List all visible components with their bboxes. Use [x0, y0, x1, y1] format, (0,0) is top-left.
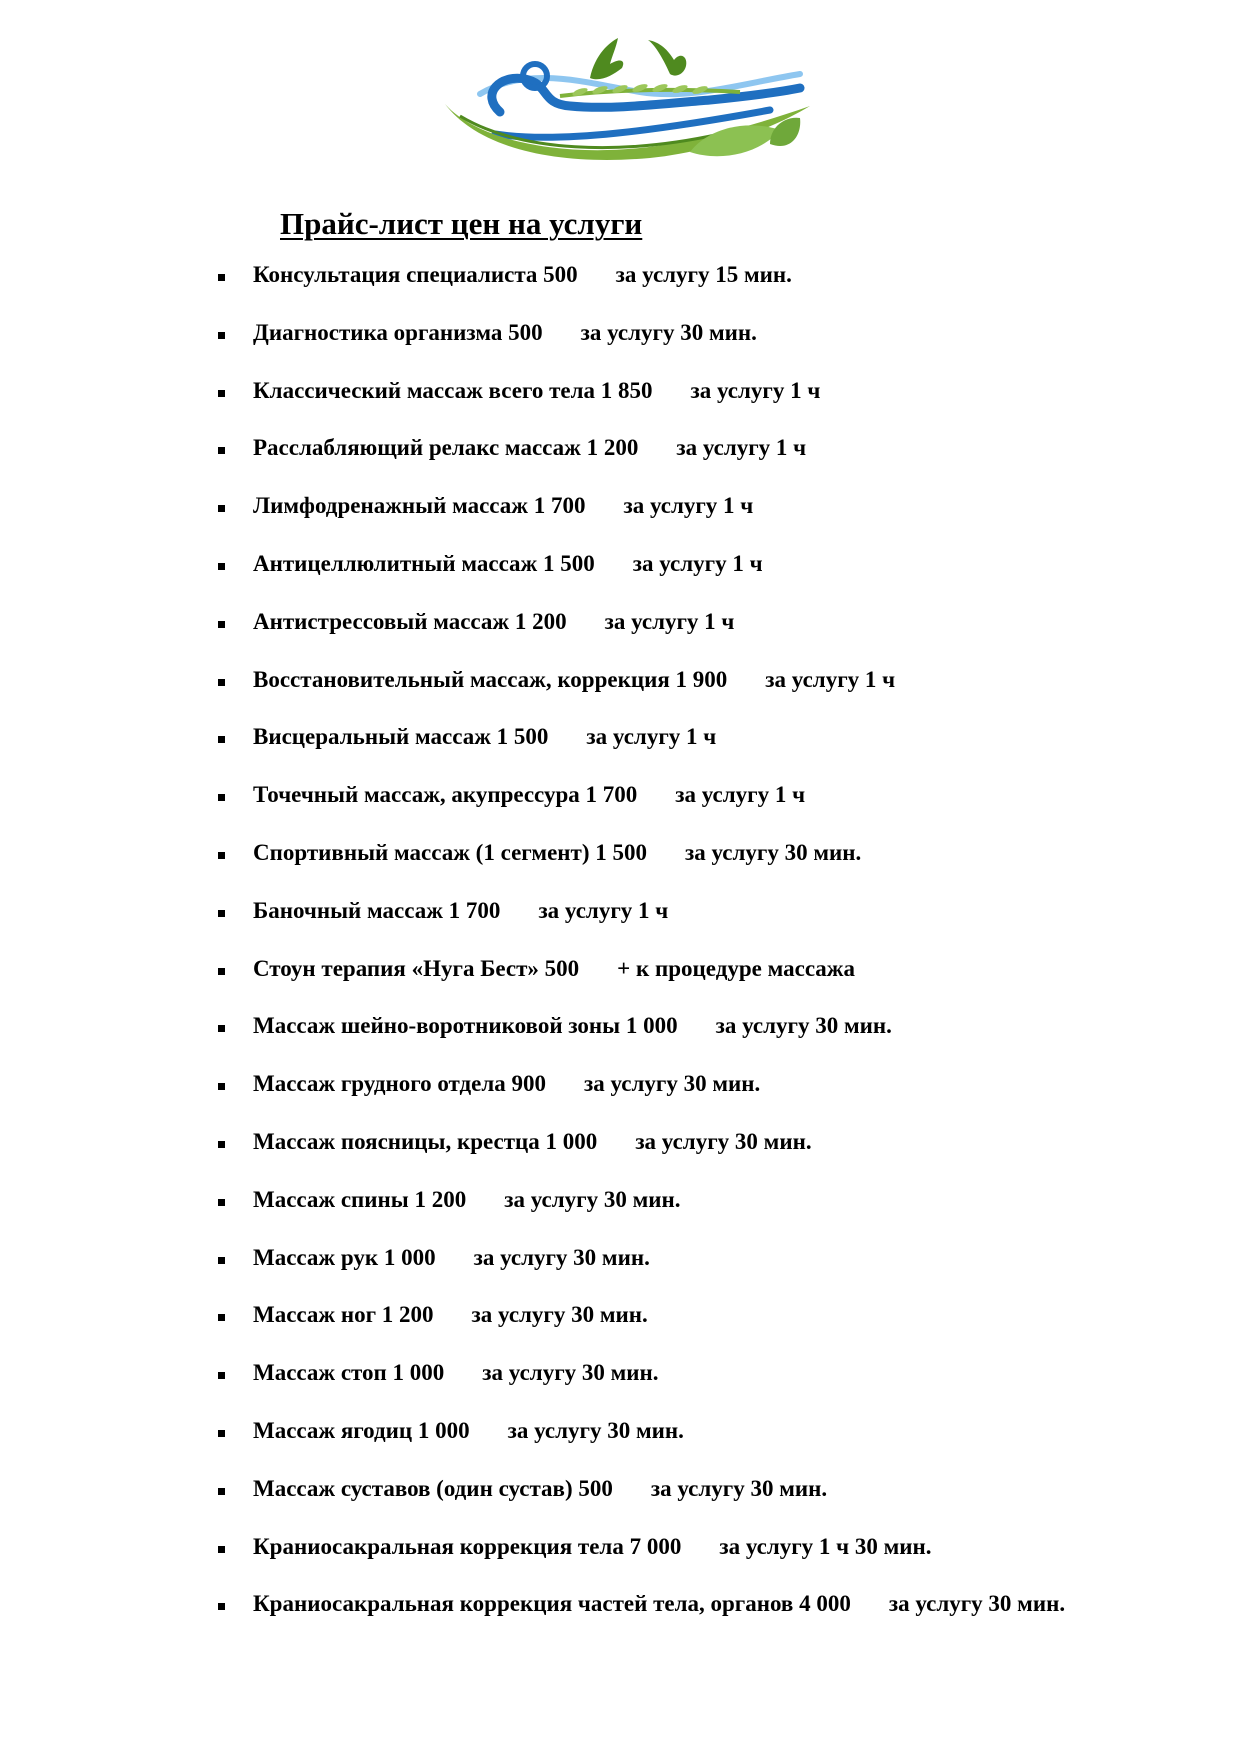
- service-unit: за услугу 30 мин.: [471, 1302, 648, 1328]
- list-item: [218, 782, 1065, 840]
- list-item: [218, 551, 1065, 609]
- service-unit: за услугу 30 мин.: [635, 1128, 812, 1154]
- service-name: Массаж грудного отдела 900: [253, 1071, 547, 1097]
- service-unit: за услугу 1 ч: [676, 435, 807, 461]
- bullet-icon: [218, 679, 225, 686]
- bullet-icon: [218, 852, 225, 859]
- service-name: Расслабляющий релакс массаж 1 200: [253, 435, 639, 461]
- bullet-icon: [218, 1603, 225, 1610]
- list-item: [218, 435, 1065, 493]
- service-unit: за услугу 1 ч: [538, 897, 669, 923]
- bullet-icon: [218, 1025, 225, 1032]
- service-name: Лимфодренажный массаж 1 700: [253, 493, 586, 519]
- page-title: Прайс-лист цен на услуги: [280, 206, 643, 241]
- service-name: Антицеллюлитный массаж 1 500: [253, 550, 595, 576]
- service-name: Массаж стоп 1 000: [253, 1360, 445, 1386]
- service-unit: за услугу 30 мин.: [473, 1244, 650, 1270]
- list-item: [218, 378, 1065, 436]
- service-unit: за услугу 1 ч: [604, 608, 735, 634]
- list-item: [218, 493, 1065, 551]
- service-name: Восстановительный массаж, коррекция 1 900: [253, 666, 728, 692]
- service-name: Стоун терапия «Нуга Бест» 500: [253, 955, 580, 981]
- bullet-icon: [218, 1141, 225, 1148]
- bullet-icon: [218, 794, 225, 801]
- bullet-icon: [218, 447, 225, 454]
- service-unit: за услугу 1 ч: [690, 377, 821, 403]
- spa-logo-icon: [440, 34, 820, 174]
- bullet-icon: [218, 736, 225, 743]
- list-item: [218, 1129, 1065, 1187]
- list-item: [218, 1591, 1065, 1649]
- service-unit: за услугу 30 мин.: [580, 319, 757, 345]
- list-item: [218, 667, 1065, 725]
- list-item: [218, 1418, 1065, 1476]
- service-name: Массаж поясницы, крестца 1 000: [253, 1128, 598, 1154]
- service-unit: за услугу 30 мин.: [715, 1013, 892, 1039]
- service-name: Спортивный массаж (1 сегмент) 1 500: [253, 839, 647, 865]
- service-name: Точечный массаж, акупрессура 1 700: [253, 782, 638, 808]
- service-name: Массаж рук 1 000: [253, 1244, 436, 1270]
- service-unit: за услугу 30 мин.: [504, 1186, 681, 1212]
- bullet-icon: [218, 1083, 225, 1090]
- bullet-icon: [218, 1199, 225, 1206]
- service-unit: + к процедуре массажа: [617, 955, 855, 981]
- list-item: [218, 1360, 1065, 1418]
- service-name: Диагностика организма 500: [253, 319, 543, 345]
- list-item: [218, 1476, 1065, 1534]
- service-unit: за услугу 30 мин.: [888, 1591, 1066, 1617]
- bullet-icon: [218, 332, 225, 339]
- service-unit: за услугу 1 ч: [586, 724, 717, 750]
- bullet-icon: [218, 1372, 225, 1379]
- list-item: [218, 898, 1065, 956]
- list-item: [218, 1302, 1065, 1360]
- service-name: Массаж суставов (один сустав) 500: [253, 1475, 613, 1501]
- list-item: [218, 1245, 1065, 1303]
- service-name: Массаж спины 1 200: [253, 1186, 467, 1212]
- service-unit: за услугу 1 ч: [675, 782, 806, 808]
- service-name: Классический массаж всего тела 1 850: [253, 377, 653, 403]
- service-name: Массаж шейно-воротниковой зоны 1 000: [253, 1013, 678, 1039]
- bullet-icon: [218, 563, 225, 570]
- service-unit: за услугу 1 ч: [765, 666, 896, 692]
- service-name: Массаж ягодиц 1 000: [253, 1417, 470, 1443]
- service-name: Краниосакральная коррекция частей тела, органов 4 000: [253, 1591, 851, 1617]
- list-item: [218, 956, 1065, 1014]
- bullet-icon: [218, 1488, 225, 1495]
- list-item: [218, 1013, 1065, 1071]
- service-unit: за услугу 30 мин.: [482, 1360, 659, 1386]
- service-name: Баночный массаж 1 700: [253, 897, 501, 923]
- service-unit: за услугу 30 мин.: [507, 1417, 684, 1443]
- service-name: Антистрессовый массаж 1 200: [253, 608, 567, 634]
- list-item: [218, 1534, 1065, 1592]
- bullet-icon: [218, 1257, 225, 1264]
- service-name: Краниосакральная коррекция тела 7 000: [253, 1533, 682, 1559]
- list-item: [218, 840, 1065, 898]
- bullet-icon: [218, 1430, 225, 1437]
- bullet-icon: [218, 910, 225, 917]
- list-item: [218, 609, 1065, 667]
- service-name: Висцеральный массаж 1 500: [253, 724, 549, 750]
- list-item: [218, 262, 1065, 320]
- service-unit: за услугу 1 ч 30 мин.: [719, 1533, 932, 1559]
- bullet-icon: [218, 390, 225, 397]
- bullet-icon: [218, 1546, 225, 1553]
- service-unit: за услугу 30 мин.: [685, 839, 862, 865]
- service-unit: за услугу 30 мин.: [584, 1071, 761, 1097]
- bullet-icon: [218, 968, 225, 975]
- price-list: [218, 262, 1065, 1649]
- list-item: [218, 1071, 1065, 1129]
- list-item: [218, 320, 1065, 378]
- list-item: [218, 724, 1065, 782]
- bullet-icon: [218, 274, 225, 281]
- service-name: Массаж ног 1 200: [253, 1302, 434, 1328]
- bullet-icon: [218, 1314, 225, 1321]
- service-unit: за услугу 1 ч: [623, 493, 754, 519]
- list-item: [218, 1187, 1065, 1245]
- bullet-icon: [218, 505, 225, 512]
- service-unit: за услугу 1 ч: [632, 550, 763, 576]
- service-unit: за услугу 15 мин.: [615, 262, 792, 287]
- bullet-icon: [218, 621, 225, 628]
- service-name: Консультация специалиста 500: [253, 262, 578, 287]
- service-unit: за услугу 30 мин.: [650, 1475, 828, 1501]
